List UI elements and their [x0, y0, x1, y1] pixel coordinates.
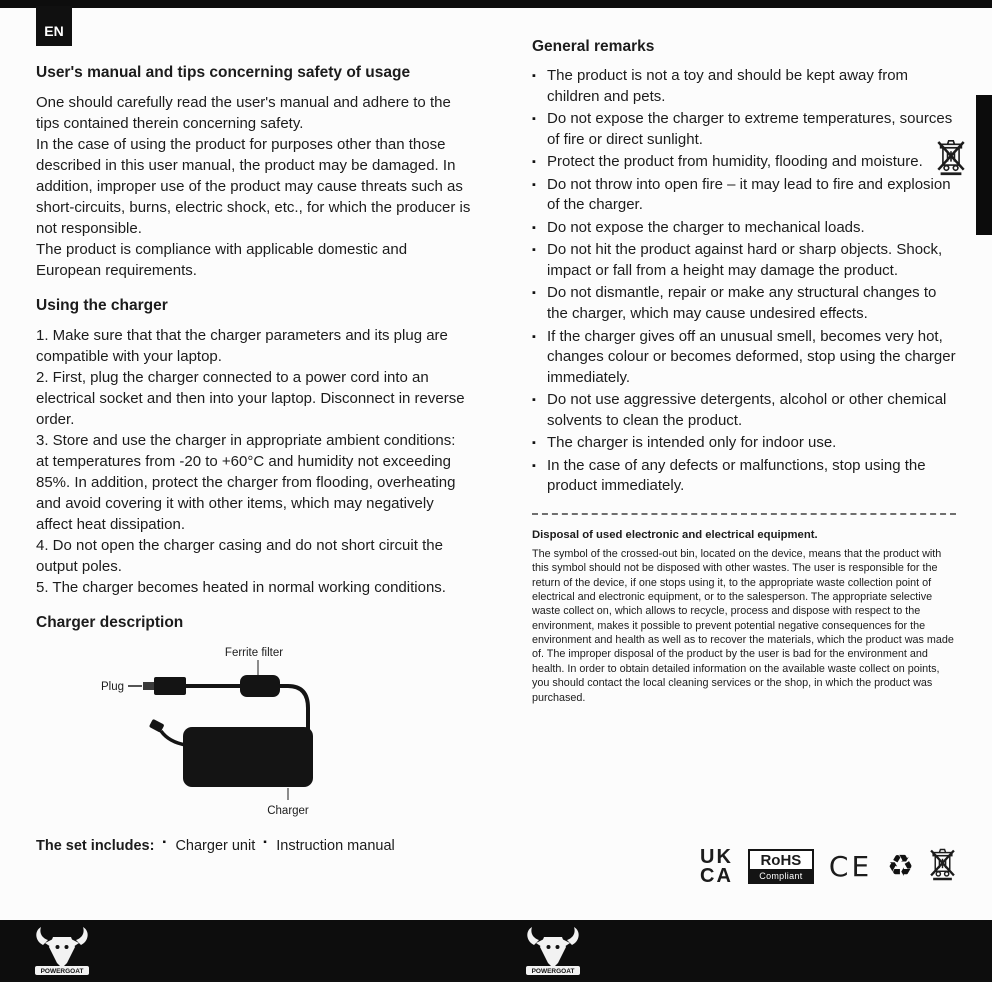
set-includes-label: The set includes:: [36, 838, 155, 854]
ukca-mark: [700, 848, 733, 885]
language-badge-label: EN: [44, 23, 64, 39]
recycling-icon: ♻: [887, 848, 915, 884]
safety-section-title: User's manual and tips concerning safety of usage: [36, 64, 411, 81]
powergoat-logo: [33, 925, 91, 982]
remark-item: ▪ Do not dismantle, repair or make any structural changes to the charger, which may cause undesired effects.: [532, 283, 956, 324]
plug-label: Plug: [100, 681, 124, 693]
remark-item: ▪ The product is not a toy and should be kept away from children and pets.: [532, 66, 956, 107]
remark-item: ▪ In the case of any defects or malfunctions, stop using the product immediately.: [532, 456, 956, 497]
paragraph: The product is compliance with applicable domestic and European requirements.: [36, 241, 408, 279]
remark-item: ▪ Do not hit the product against hard or sharp objects. Shock, impact or fall from a height may damage the product.: [532, 240, 956, 281]
remark-item: ▪ Do not expose the charger to extreme temperatures, sources of fire or direct sunlight.: [532, 109, 956, 150]
safety-paragraphs: [36, 92, 472, 281]
remark-item: ▪ Protect the product from humidity, flooding and moisture.: [532, 152, 956, 173]
step-item: 1. Make sure that that the charger parameters and its plug are compatible with your laptop.: [36, 327, 448, 365]
paragraph: In the case of using the product for purposes other than those described in this user manual, the product may be damaged. In addition, improper use of the product may cause threats such as short-circuits, burns, electric shock, etc., for which the producer is not responsible.: [36, 136, 471, 237]
rohs-label: RoHS: [760, 852, 802, 869]
cable-curve: [280, 686, 308, 730]
set-includes-row: [36, 838, 472, 854]
powergoat-logo: [524, 925, 582, 982]
remark-item: ▪ If the charger gives off an unusual smell, becomes very hot, changes colour or becomes deformed, stop using the charger immediately.: [532, 327, 956, 389]
using-charger-title: Using the charger: [36, 297, 168, 314]
step-item: 5. The charger becomes heated in normal working conditions.: [36, 579, 446, 596]
remark-item: ▪ Do not expose the charger to mechanical loads.: [532, 218, 956, 239]
plug-prong-icon: [143, 682, 155, 690]
charger-body-icon: [183, 727, 313, 787]
charger-diagram: [36, 642, 472, 824]
brand-banner: POWERGOAT: [531, 968, 575, 975]
charger-description-title: Charger description: [36, 614, 184, 631]
remark-item: ▪ Do not throw into open fire – it may lead to fire and explosion of the charger.: [532, 175, 956, 216]
disposal-text: The symbol of the crossed-out bin, located on the device, means that the product with this symbol should not be disposed with other wastes. The user is responsible for the return of the device, if one stops using it, to the appropriate waste collection point of electrical and electronic equipment, or to the salesperson. The appropriate selective waste collect on, which allows to recycle, process and dispose with respect to the environment, makes it possible to prevent potential negative consequences for the environment and health as well as to recover the materials, which the product was made of. The improper disposal of the product by the user is bad for the environment and health. In order to obtain detailed information on the available waste collect on points, you should contact the local cleaning services or the shop, in which the product was purchased.: [532, 547, 954, 704]
charger-label: Charger: [267, 805, 309, 817]
dashed-divider: [532, 513, 956, 515]
ukca-bottom: CA: [700, 864, 733, 887]
paragraph: One should carefully read the user's manual and adhere to the tips contained therein concerning safety.: [36, 94, 451, 132]
remark-item: ▪ The charger is intended only for indoor use.: [532, 433, 956, 454]
left-column: [36, 64, 472, 854]
set-includes-item: ▪ Charger unit: [162, 838, 255, 854]
ce-mark: CE: [828, 850, 873, 883]
remark-item: ▪ Do not use aggressive detergents, alcohol or other chemical solvents to clean the product.: [532, 390, 956, 431]
brand-banner: POWERGOAT: [40, 968, 84, 975]
compliance-marks: [700, 846, 956, 887]
step-item: 3. Store and use the charger in appropriate ambient conditions: at temperatures from -20 to +60°C and humidity not exceeding 85%. In addition, protect the charger from flooding, overheating and avoid covering it with other items, which may negatively affect heat dissipation.: [36, 432, 456, 533]
goat-icon: [36, 927, 87, 968]
language-badge: [36, 6, 72, 46]
scan-edge-artifact: [976, 95, 992, 235]
step-item: 2. First, plug the charger connected to a power cord into an electrical socket and then into your laptop. Disconnect in reverse order.: [36, 369, 465, 428]
goat-icon: [527, 927, 578, 968]
disposal-title: Disposal of used electronic and electrical equipment.: [532, 528, 818, 541]
rohs-sublabel: Compliant: [750, 869, 812, 882]
footer-bar: [0, 920, 992, 982]
ferrite-filter-icon: [240, 675, 280, 697]
step-item: 4. Do not open the charger casing and do not short circuit the output poles.: [36, 537, 443, 575]
usage-steps: [36, 325, 472, 598]
plug-connector-icon: [154, 677, 186, 695]
dc-cable: [161, 731, 186, 745]
right-column: [532, 38, 956, 705]
general-remarks-list: [532, 66, 956, 497]
top-black-bar: [0, 0, 992, 8]
general-remarks-title: General remarks: [532, 38, 655, 55]
ukca-top: UK: [700, 846, 733, 869]
rohs-mark: [748, 849, 814, 884]
weee-bin-icon: [929, 846, 956, 887]
ferrite-filter-label: Ferrite filter: [224, 647, 284, 659]
set-includes-item: ▪ Instruction manual: [263, 838, 394, 854]
